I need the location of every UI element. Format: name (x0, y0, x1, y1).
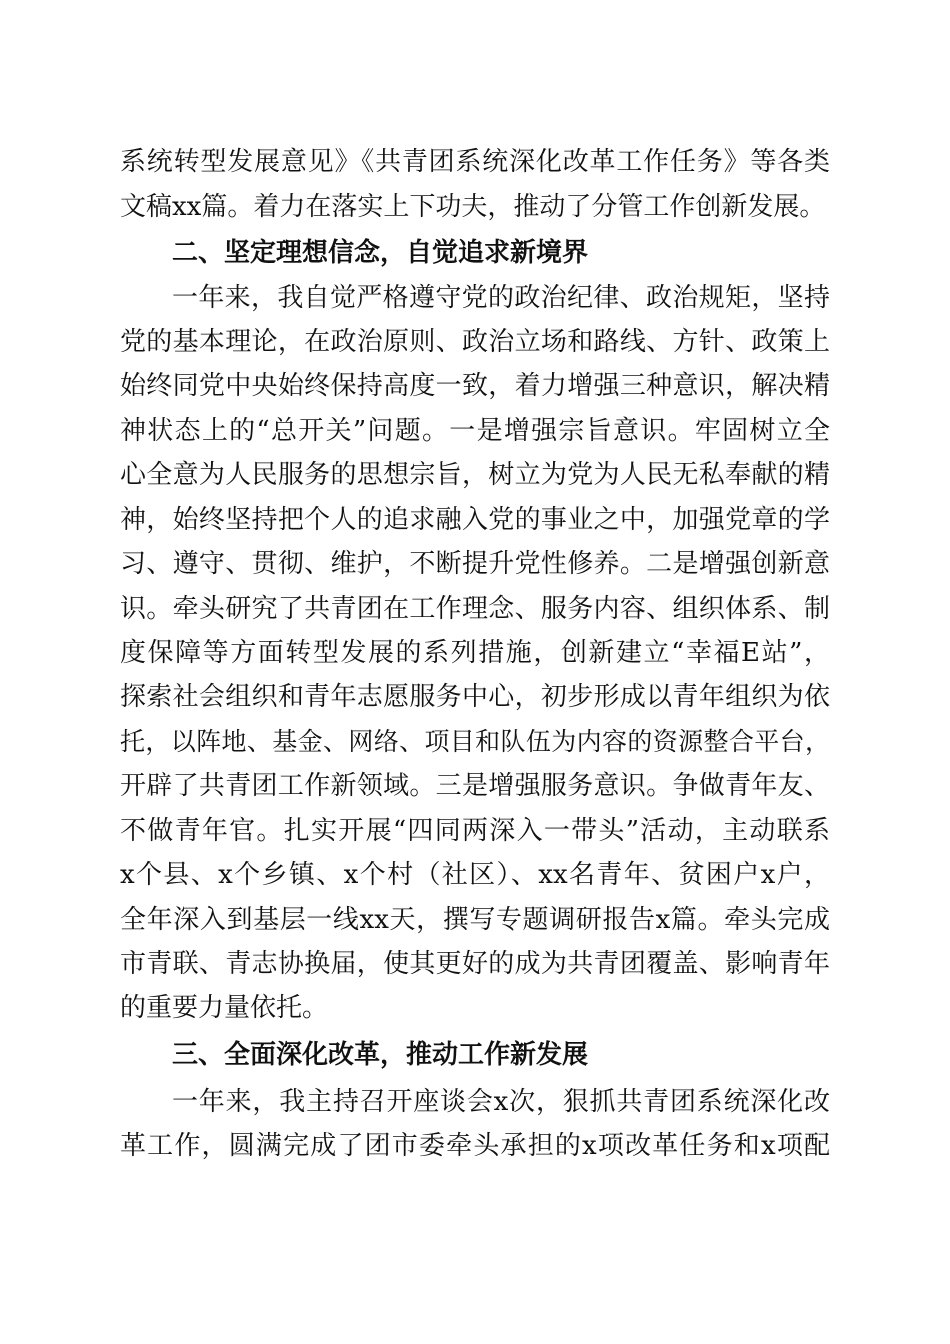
section-heading-3: 三、全面深化改革，推动工作新发展 (172, 1040, 589, 1070)
paragraph-line: 全年深入到基层一线xx天，撰写专题调研报告x篇。牵头完成 (120, 905, 830, 935)
paragraph-line: 心全意为人民服务的思想宗旨，树立为党为人民无私奉献的精 (120, 460, 830, 490)
paragraph-line: 革工作，圆满完成了团市委牵头承担的x项改革任务和x项配 (120, 1131, 830, 1161)
paragraph-line: 的重要力量依托。 (120, 993, 329, 1023)
paragraph-line: 托，以阵地、基金、网络、项目和队伍为内容的资源整合平台， (120, 727, 830, 756)
paragraph-line: 习、遵守、贯彻、维护，不断提升党性修养。二是增强创新意 (120, 549, 830, 579)
paragraph-line: 探索社会组织和青年志愿服务中心，初步形成以青年组织为依 (120, 682, 830, 712)
paragraph-line: 一年来，我主持召开座谈会x次，狠抓共青团系统深化改 (172, 1087, 830, 1117)
paragraph-line: 度保障等方面转型发展的系列措施，创新建立“幸福E站”， (120, 638, 830, 668)
paragraph-line: 识。牵头研究了共青团在工作理念、服务内容、组织体系、制 (120, 594, 830, 624)
section-heading-2: 二、坚定理想信念，自觉追求新境界 (172, 238, 589, 268)
paragraph-line: 神状态上的“总开关”问题。一是增强宗旨意识。牢固树立全 (120, 416, 830, 446)
paragraph-line: 不做青年官。扎实开展“四同两深入一带头”活动，主动联系 (120, 816, 830, 846)
paragraph-line: 市青联、青志协换届，使其更好的成为共青团覆盖、影响青年 (120, 949, 830, 979)
paragraph-line: 文稿xx篇。着力在落实上下功夫，推动了分管工作创新发展。 (120, 192, 826, 222)
paragraph-line: 党的基本理论，在政治原则、政治立场和路线、方针、政策上 (120, 327, 830, 357)
paragraph-line: 神，始终坚持把个人的追求融入党的事业之中，加强党章的学 (120, 505, 830, 535)
paragraph-line: 系统转型发展意见》《共青团系统深化改革工作任务》等各类 (120, 147, 830, 177)
paragraph-line: x个县、x个乡镇、x个村（社区）、xx名青年、贫困户x户， (120, 860, 830, 890)
paragraph-line: 开辟了共青团工作新领域。三是增强服务意识。争做青年友、 (120, 771, 830, 801)
paragraph-line: 一年来，我自觉严格遵守党的政治纪律、政治规矩，坚持 (172, 283, 830, 313)
paragraph-line: 始终同党中央始终保持高度一致，着力增强三种意识，解决精 (120, 371, 830, 401)
